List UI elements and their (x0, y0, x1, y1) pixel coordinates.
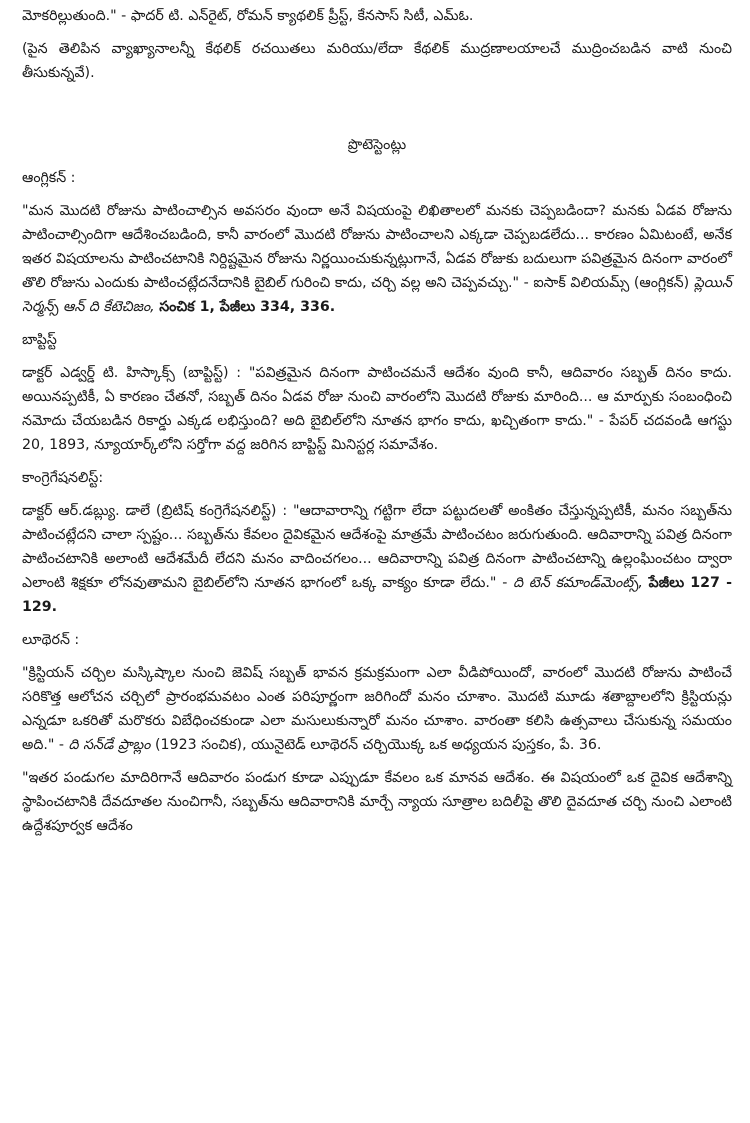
lutheran-quote-text: "క్రిస్టియన్ చర్చిల మస్కిష్కాల నుంచి జెవిష్ సబ్బత్ భావన క్రమక్రమంగా ఎలా వీడిపోయిందో, వారంలో మొదటి రోజును పాటించే సరికొత్త ఆలోచన చర్చిలో ప్రారంభమవటం ఎంత పరిపూర్ణంగా జరిగిందో మనం చూశాం. మొదటి మూడు శతాబ్దాలలోని క్రిస్టియన్లు ఎన్నడూ ఒకరితో మరొకరు విబేధించకుండా ఎలా మసులుకున్నారో మనం చూశాం. వారంతా కలిసి ఉత్సవాలు చేసుకున్న సమయం అది." - (22, 665, 732, 753)
source-note: (పైన తెలిపిన వ్యాఖ్యానాలన్నీ కేథలిక్ రచయితలు మరియు/లేదా కేథలిక్ ముద్రణాలయాలచే ముద్రించబడిన వాటి నుంచి తీసుకున్నవే). (22, 41, 732, 81)
baptist-heading: బాప్టిస్ట్ (22, 332, 57, 348)
baptist-quote (22, 361, 732, 457)
anglican-quote (22, 199, 732, 319)
lutheran-quote (22, 661, 732, 757)
congregationalist-heading: కాంగ్రెగేషనలిస్ట్: (22, 470, 104, 486)
closing-quote: "ఇతర పండుగల మాదిరిగానే ఆదివారం పండుగ కూడా ఎప్పుడూ కేవలం ఒక మానవ ఆదేశం. ఈ విషయంలో ఒక దైవిక ఆదేశాన్ని స్థాపించటానికి దేవదూతల నుంచిగానీ, సబ్బత్‌ను ఆదివారానికి మార్చే న్యాయ సూత్రాల బదిలీపై తొలి దైవదూత చర్చి నుంచి ఎలాంటి ఉద్దేశపూర్వక ఆదేశం (22, 770, 732, 834)
anglican-heading: ఆంగ్లికన్ : (22, 170, 76, 186)
congregationalist-quote-text: డాక్టర్ ఆర్.డబ్ల్యు. డాలే (బ్రిటిష్ కంగ్రెగేషనలిస్ట్) : "ఆదావారాన్ని గట్టిగా లేదా పట్టుదలతో అంకితం చేస్తున్నప్పటికీ, మనం సబ్బత్‌ను పాటించట్లేదని చాలా స్పష్టం... సబ్బత్‌ను కేవలం దైవికమైన ఆదేశంపై మాత్రమే పాటించటం జరుగుతుంది. ఆదివారాన్ని పవిత్ర దినంగా పాటించటానికి అలాంటి ఆదేశమేదీ లేదని మనం వాదించగలం... ఆదివారాన్ని పవిత్ర దినంగా పాటించటాన్ని ఉల్లంఘించటం ద్వారా ఎలాంటి శిక్షకూ లోనవుతామని బైబిల్‌లోని నూతన భాగంలో ఒక్క వాక్యం కూడా లేదు." - (22, 503, 732, 591)
baptist-source-ref: ఆగస్టు 20, 1893, న్యూయార్క్‌లోని సర్తోగా వద్ద జరిగిన బాప్టిస్ట్ మినిస్టర్ల సమావేశం. (22, 413, 732, 453)
anglican-source-title: ప్లెయిన్ సెర్మన్స్ ఆన్ ది కేటెచిజం, (22, 275, 733, 315)
lutheran-heading: లూథెరన్ : (22, 632, 80, 648)
top-quote-tail: మోకరిల్లుతుంది." - ఫాదర్ టి. ఎన్‌రైట్, రోమన్ క్యాథలిక్ ప్రీస్ట్, కేనసాస్ సిటీ, ఎమ్‌ఓ. (22, 8, 474, 24)
congregationalist-quote (22, 499, 732, 619)
baptist-quote-text: డాక్టర్ ఎడ్వర్డ్ టి. హిస్కాక్స్ (బాప్టిస్ట్) : "పవిత్రమైన దినంగా పాటించమనే ఆదేశం వుంది కానీ, ఆదివారం సబ్బత్ దినం కాదు. అయినప్పటికీ, ఏ కారణం చేతనో, సబ్బత్ దినం ఏడవ రోజు నుంచి వారంలోని మొదటి రోజుకు మారింది... ఆ మార్పుకు సంబంధించి నమోదు చేయబడిన రికార్డు ఎక్కడ లభిస్తుంది? అది బైబిల్‌లోని నూతన భాగం కాదు, ఖచ్చితంగా కాదు." - పేపర్ చదవండి (22, 365, 732, 429)
congregationalist-source-title: ది టెన్ కమాండ్‌మెంట్స్, (513, 575, 643, 591)
anglican-quote-text: "మన మొదటి రోజును పాటించాల్సిన అవసరం వుందా అనే విషయంపై లిఖితాలలో మనకు చెప్పబడిందా? మనకు ఏడవ రోజును పాటించాల్సిందిగా ఆదేశించబడింది, కానీ వారంలో మొదటి రోజును పాటించాలని ఎక్కడా చెప్పబడలేదు... కారణం ఏమిటంటే, అనేక ఇతర విషయాలను పాటించటానికి నిర్దిష్టమైన రోజును నిర్ణయించుకున్నట్లుగానే, ఏడవ రోజుకు బదులుగా పవిత్రమైన దినంగా వారంలో తొలి రోజును ఎందుకు పాటించట్లేదనేదానికి బైబిల్ గురించి కాదు, చర్చి వల్ల అని చెప్పవచ్చు." - ఐసాక్ విలియమ్స్ (ఆంగ్లికన్) (22, 203, 732, 291)
lutheran-source-title: ది సన్‌డే ప్రాబ్లం (68, 737, 151, 753)
section-title: ప్రొటెస్టెంట్లు (347, 137, 407, 153)
lutheran-source-ref: (1923 సంచిక), యునైటెడ్ లూథెరన్ చర్చియొక్క ఒక అధ్యయన పుస్తకం, పే. 36. (154, 737, 602, 753)
congregationalist-source-ref: పేజీలు 127 - 129. (22, 575, 733, 615)
anglican-source-ref: సంచిక 1, పేజీలు 334, 336. (159, 299, 336, 315)
